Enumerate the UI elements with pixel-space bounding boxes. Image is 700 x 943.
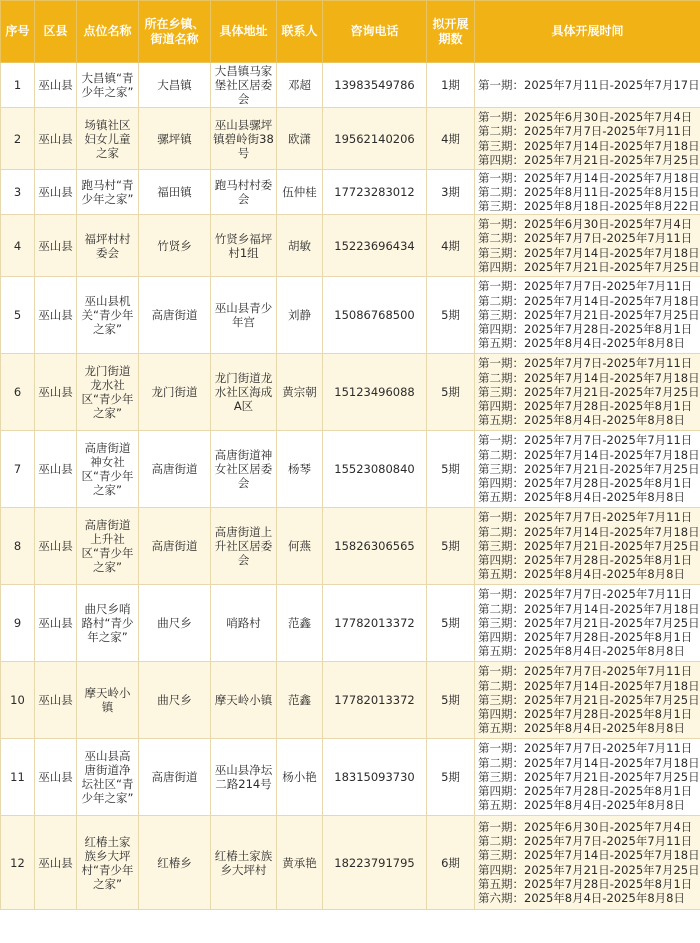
row-index: 10 <box>1 662 35 739</box>
sessions-cell: 5期 <box>427 354 475 431</box>
session-date-line: 第三期：2025年7月21日-2025年7月25日 <box>478 461 700 476</box>
header-site-name: 点位名称 <box>77 1 139 63</box>
session-date-line: 第二期：2025年7月14日-2025年7月18日 <box>478 755 700 770</box>
session-date-line: 第三期：2025年7月21日-2025年7月25日 <box>478 538 700 553</box>
session-date-line: 第四期：2025年7月21日-2025年7月25日 <box>478 259 700 274</box>
session-date-line: 第一期：2025年6月30日-2025年7月4日 <box>478 819 693 834</box>
dates-cell <box>475 63 700 108</box>
sessions-cell: 6期 <box>427 816 475 910</box>
county-cell: 巫山县 <box>35 63 77 108</box>
contact-cell: 刘静 <box>277 277 323 354</box>
session-date-line: 第一期：2025年6月30日-2025年7月4日 <box>478 110 693 125</box>
contact-cell: 范鑫 <box>277 662 323 739</box>
town-cell: 竹贤乡 <box>139 215 211 277</box>
session-date-line: 第二期：2025年7月14日-2025年7月18日 <box>478 678 700 693</box>
address-cell: 巫山县青少年宫 <box>211 277 277 354</box>
address-cell: 大昌镇马家堡社区居委会 <box>211 63 277 108</box>
contact-cell: 胡敏 <box>277 215 323 277</box>
session-date-line: 第四期：2025年7月28日-2025年8月1日 <box>478 784 693 799</box>
table-row <box>1 739 700 816</box>
county-cell: 巫山县 <box>35 816 77 910</box>
table-row <box>1 63 700 108</box>
session-date-line: 第一期：2025年7月7日-2025年7月11日 <box>478 741 693 756</box>
session-date-line: 第三期：2025年7月21日-2025年7月25日 <box>478 384 700 399</box>
table-row <box>1 585 700 662</box>
sessions-cell: 1期 <box>427 63 475 108</box>
session-date-line: 第五期：2025年8月4日-2025年8月8日 <box>478 413 685 428</box>
address-cell: 跑马村村委会 <box>211 170 277 215</box>
phone-cell: 15523080840 <box>323 431 427 508</box>
county-cell: 巫山县 <box>35 431 77 508</box>
session-date-line: 第五期：2025年8月4日-2025年8月8日 <box>478 567 685 582</box>
session-date-line: 第一期：2025年6月30日-2025年7月4日 <box>478 217 693 232</box>
site-name-cell: 场镇社区妇女儿童之家 <box>77 108 139 170</box>
contact-cell: 伍仲桂 <box>277 170 323 215</box>
sessions-cell: 5期 <box>427 508 475 585</box>
row-index: 5 <box>1 277 35 354</box>
contact-cell: 黄承艳 <box>277 816 323 910</box>
town-cell: 曲尺乡 <box>139 662 211 739</box>
phone-cell: 19562140206 <box>323 108 427 170</box>
table-row <box>1 277 700 354</box>
session-date-line: 第四期：2025年7月21日-2025年7月25日 <box>478 862 700 877</box>
session-date-line: 第五期：2025年7月28日-2025年8月1日 <box>478 876 693 891</box>
town-cell: 福田镇 <box>139 170 211 215</box>
phone-cell: 13983549786 <box>323 63 427 108</box>
site-name-cell: 跑马村“青少年之家” <box>77 170 139 215</box>
dates-cell <box>475 108 700 170</box>
table-row <box>1 508 700 585</box>
dates-cell <box>475 816 700 910</box>
session-date-line: 第三期：2025年7月21日-2025年7月25日 <box>478 615 700 630</box>
dates-cell <box>475 662 700 739</box>
table-row <box>1 354 700 431</box>
dates-cell <box>475 585 700 662</box>
row-index: 3 <box>1 170 35 215</box>
site-name-cell: 曲尺乡哨路村“青少年之家” <box>77 585 139 662</box>
table-row <box>1 816 700 910</box>
session-date-line: 第三期：2025年7月21日-2025年7月25日 <box>478 769 700 784</box>
table-header-row <box>1 1 700 63</box>
table-row <box>1 170 700 215</box>
session-date-line: 第三期：2025年7月14日-2025年7月18日 <box>478 245 700 260</box>
header-sessions: 拟开展期数 <box>427 1 475 63</box>
address-cell: 巫山县骡坪镇碧岭街38号 <box>211 108 277 170</box>
table-row <box>1 431 700 508</box>
session-date-line: 第五期：2025年8月4日-2025年8月8日 <box>478 721 685 736</box>
phone-cell: 15123496088 <box>323 354 427 431</box>
session-date-line: 第一期：2025年7月7日-2025年7月11日 <box>478 510 693 525</box>
dates-cell <box>475 215 700 277</box>
town-cell: 高唐街道 <box>139 739 211 816</box>
session-date-line: 第四期：2025年7月28日-2025年8月1日 <box>478 707 693 722</box>
county-cell: 巫山县 <box>35 277 77 354</box>
sessions-cell: 5期 <box>427 277 475 354</box>
session-date-line: 第一期：2025年7月7日-2025年7月11日 <box>478 664 693 679</box>
site-name-cell: 高唐街道神女社区“青少年之家” <box>77 431 139 508</box>
header-index: 序号 <box>1 1 35 63</box>
address-cell: 哨路村 <box>211 585 277 662</box>
session-date-line: 第五期：2025年8月4日-2025年8月8日 <box>478 490 685 505</box>
phone-cell: 17782013372 <box>323 662 427 739</box>
address-cell: 高唐街道上升社区居委会 <box>211 508 277 585</box>
site-name-cell: 红椿土家族乡大坪村“青少年之家” <box>77 816 139 910</box>
sessions-cell: 5期 <box>427 585 475 662</box>
session-date-line: 第一期：2025年7月11日-2025年7月17日 <box>478 77 700 92</box>
session-date-line: 第二期：2025年7月14日-2025年7月18日 <box>478 293 700 308</box>
header-address: 具体地址 <box>211 1 277 63</box>
session-date-line: 第五期：2025年8月4日-2025年8月8日 <box>478 336 685 351</box>
dates-cell <box>475 431 700 508</box>
session-date-line: 第三期：2025年7月14日-2025年7月18日 <box>478 848 700 863</box>
session-date-line: 第三期：2025年7月21日-2025年7月25日 <box>478 307 700 322</box>
contact-cell: 黄宗朝 <box>277 354 323 431</box>
session-date-line: 第六期：2025年8月4日-2025年8月8日 <box>478 890 685 905</box>
session-date-line: 第一期：2025年7月7日-2025年7月11日 <box>478 356 693 371</box>
dates-cell <box>475 354 700 431</box>
dates-cell <box>475 508 700 585</box>
address-cell: 红椿土家族乡大坪村 <box>211 816 277 910</box>
dates-cell <box>475 277 700 354</box>
phone-cell: 17782013372 <box>323 585 427 662</box>
sessions-cell: 5期 <box>427 662 475 739</box>
town-cell: 龙门街道 <box>139 354 211 431</box>
county-cell: 巫山县 <box>35 662 77 739</box>
phone-cell: 15223696434 <box>323 215 427 277</box>
session-date-line: 第二期：2025年7月14日-2025年7月18日 <box>478 524 700 539</box>
town-cell: 骡坪镇 <box>139 108 211 170</box>
address-cell: 摩天岭小镇 <box>211 662 277 739</box>
session-date-line: 第二期：2025年7月14日-2025年7月18日 <box>478 601 700 616</box>
header-county: 区县 <box>35 1 77 63</box>
phone-cell: 15826306565 <box>323 508 427 585</box>
session-date-line: 第二期：2025年7月14日-2025年7月18日 <box>478 447 700 462</box>
session-date-line: 第一期：2025年7月7日-2025年7月11日 <box>478 587 693 602</box>
county-cell: 巫山县 <box>35 354 77 431</box>
header-dates: 具体开展时间 <box>475 1 700 63</box>
site-name-cell: 高唐街道上升社区“青少年之家” <box>77 508 139 585</box>
session-date-line: 第一期：2025年7月7日-2025年7月11日 <box>478 279 693 294</box>
row-index: 1 <box>1 63 35 108</box>
town-cell: 高唐街道 <box>139 508 211 585</box>
contact-cell: 杨琴 <box>277 431 323 508</box>
table-row <box>1 108 700 170</box>
session-date-line: 第二期：2025年8月11日-2025年8月15日 <box>478 184 700 199</box>
session-date-line: 第五期：2025年8月4日-2025年8月8日 <box>478 644 685 659</box>
session-date-line: 第三期：2025年7月21日-2025年7月25日 <box>478 692 700 707</box>
sessions-cell: 5期 <box>427 431 475 508</box>
county-cell: 巫山县 <box>35 508 77 585</box>
phone-cell: 18223791795 <box>323 816 427 910</box>
sessions-cell: 4期 <box>427 215 475 277</box>
site-name-cell: 龙门街道龙水社区“青少年之家” <box>77 354 139 431</box>
address-cell: 高唐街道神女社区居委会 <box>211 431 277 508</box>
contact-cell: 欧潇 <box>277 108 323 170</box>
row-index: 11 <box>1 739 35 816</box>
session-date-line: 第一期：2025年7月14日-2025年7月18日 <box>478 170 700 185</box>
dates-cell <box>475 739 700 816</box>
row-index: 4 <box>1 215 35 277</box>
session-date-line: 第一期：2025年7月7日-2025年7月11日 <box>478 433 693 448</box>
site-name-cell: 巫山县高唐街道净坛社区“青少年之家” <box>77 739 139 816</box>
session-date-line: 第四期：2025年7月21日-2025年7月25日 <box>478 152 700 167</box>
row-index: 6 <box>1 354 35 431</box>
contact-cell: 何燕 <box>277 508 323 585</box>
session-date-line: 第四期：2025年7月28日-2025年8月1日 <box>478 553 693 568</box>
site-name-cell: 大昌镇“青少年之家” <box>77 63 139 108</box>
phone-cell: 15086768500 <box>323 277 427 354</box>
town-cell: 曲尺乡 <box>139 585 211 662</box>
county-cell: 巫山县 <box>35 170 77 215</box>
header-contact: 联系人 <box>277 1 323 63</box>
table-row <box>1 215 700 277</box>
row-index: 2 <box>1 108 35 170</box>
table-row <box>1 662 700 739</box>
phone-cell: 17723283012 <box>323 170 427 215</box>
session-date-line: 第四期：2025年7月28日-2025年8月1日 <box>478 399 693 414</box>
site-name-cell: 摩天岭小镇 <box>77 662 139 739</box>
dates-cell <box>475 170 700 215</box>
town-cell: 大昌镇 <box>139 63 211 108</box>
session-date-line: 第三期：2025年8月18日-2025年8月22日 <box>478 199 700 214</box>
contact-cell: 范鑫 <box>277 585 323 662</box>
county-cell: 巫山县 <box>35 585 77 662</box>
header-town: 所在乡镇、街道名称 <box>139 1 211 63</box>
phone-cell: 18315093730 <box>323 739 427 816</box>
town-cell: 高唐街道 <box>139 431 211 508</box>
site-name-cell: 福坪村村委会 <box>77 215 139 277</box>
session-date-line: 第四期：2025年7月28日-2025年8月1日 <box>478 322 693 337</box>
session-date-line: 第二期：2025年7月7日-2025年7月11日 <box>478 834 693 849</box>
row-index: 7 <box>1 431 35 508</box>
session-date-line: 第四期：2025年7月28日-2025年8月1日 <box>478 630 693 645</box>
session-date-line: 第二期：2025年7月7日-2025年7月11日 <box>478 124 693 139</box>
session-date-line: 第五期：2025年8月4日-2025年8月8日 <box>478 798 685 813</box>
contact-cell: 杨小艳 <box>277 739 323 816</box>
contact-cell: 邓超 <box>277 63 323 108</box>
row-index: 12 <box>1 816 35 910</box>
town-cell: 红椿乡 <box>139 816 211 910</box>
county-cell: 巫山县 <box>35 215 77 277</box>
sessions-cell: 3期 <box>427 170 475 215</box>
header-phone: 咨询电话 <box>323 1 427 63</box>
address-cell: 龙门街道龙水社区海成A区 <box>211 354 277 431</box>
address-cell: 竹贤乡福坪村1组 <box>211 215 277 277</box>
row-index: 8 <box>1 508 35 585</box>
row-index: 9 <box>1 585 35 662</box>
county-cell: 巫山县 <box>35 108 77 170</box>
sessions-cell: 5期 <box>427 739 475 816</box>
session-date-line: 第四期：2025年7月28日-2025年8月1日 <box>478 476 693 491</box>
session-date-line: 第二期：2025年7月14日-2025年7月18日 <box>478 370 700 385</box>
site-name-cell: 巫山县机关“青少年之家” <box>77 277 139 354</box>
address-cell: 巫山县净坛二路214号 <box>211 739 277 816</box>
sessions-cell: 4期 <box>427 108 475 170</box>
session-date-line: 第二期：2025年7月7日-2025年7月11日 <box>478 231 693 246</box>
session-date-line: 第三期：2025年7月14日-2025年7月18日 <box>478 138 700 153</box>
town-cell: 高唐街道 <box>139 277 211 354</box>
county-cell: 巫山县 <box>35 739 77 816</box>
